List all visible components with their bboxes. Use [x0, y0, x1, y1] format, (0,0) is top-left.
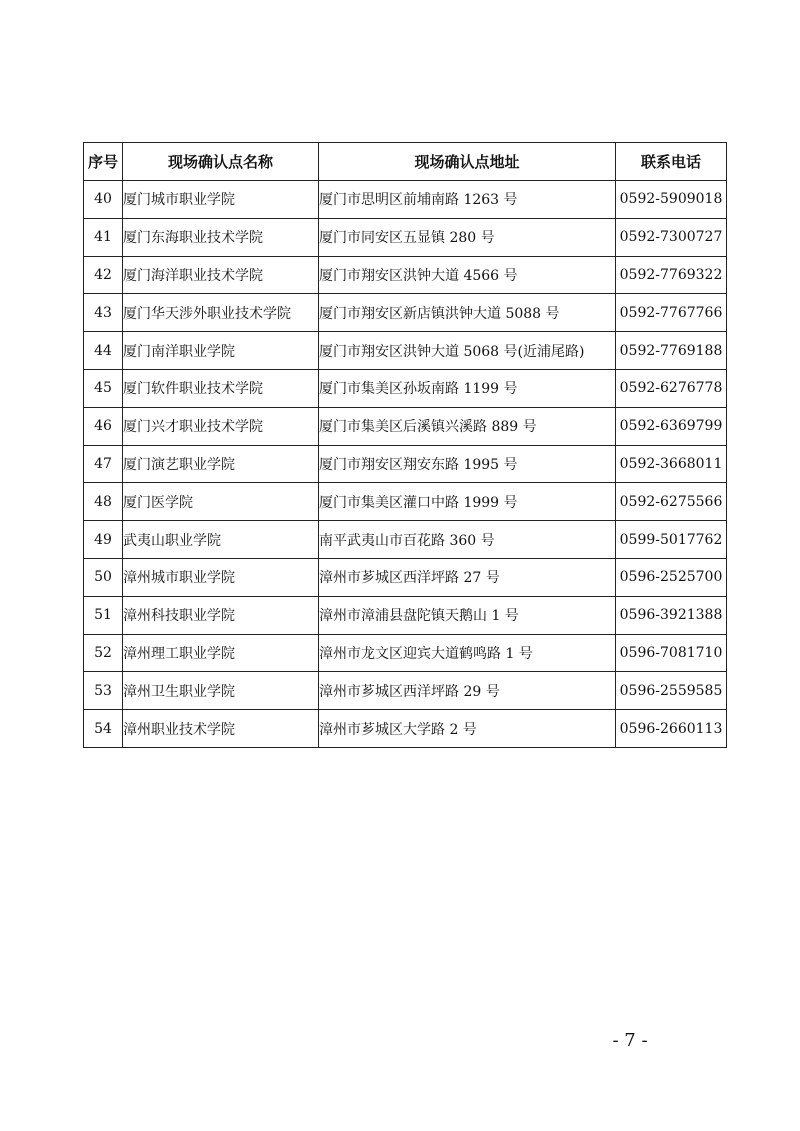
row-name: 厦门海洋职业技术学院	[123, 256, 319, 294]
table-row	[84, 181, 727, 219]
row-address: 漳州市芗城区西洋坪路 29 号	[319, 672, 616, 710]
row-address: 厦门市集美区灌口中路 1999 号	[319, 483, 616, 521]
row-address: 厦门市翔安区新店镇洪钟大道 5088 号	[319, 294, 616, 332]
row-name: 厦门医学院	[123, 483, 319, 521]
header-name: 现场确认点名称	[123, 143, 319, 181]
header-address: 现场确认点地址	[319, 143, 616, 181]
table-row	[84, 558, 727, 596]
table-row	[84, 634, 727, 672]
row-name: 厦门兴才职业技术学院	[123, 407, 319, 445]
row-index: 47	[84, 445, 123, 483]
row-phone: 0592-7767766	[616, 294, 727, 332]
row-address: 南平武夷山市百花路 360 号	[319, 521, 616, 559]
row-address: 厦门市思明区前埔南路 1263 号	[319, 181, 616, 219]
row-address: 厦门市集美区孙坂南路 1199 号	[319, 369, 616, 407]
row-index: 44	[84, 332, 123, 370]
table-header-row	[84, 143, 727, 181]
row-phone: 0596-2660113	[616, 710, 727, 748]
row-phone: 0592-6369799	[616, 407, 727, 445]
row-address: 漳州市芗城区大学路 2 号	[319, 710, 616, 748]
row-phone: 0592-7769188	[616, 332, 727, 370]
row-phone: 0592-3668011	[616, 445, 727, 483]
row-phone: 0596-3921388	[616, 596, 727, 634]
row-name: 漳州城市职业学院	[123, 558, 319, 596]
row-phone: 0592-6275566	[616, 483, 727, 521]
row-name: 漳州职业技术学院	[123, 710, 319, 748]
row-name: 漳州理工职业学院	[123, 634, 319, 672]
row-index: 46	[84, 407, 123, 445]
row-name: 厦门南洋职业学院	[123, 332, 319, 370]
row-phone: 0596-7081710	[616, 634, 727, 672]
row-phone: 0596-2559585	[616, 672, 727, 710]
row-index: 49	[84, 521, 123, 559]
row-index: 54	[84, 710, 123, 748]
table-row	[84, 294, 727, 332]
confirmation-sites-table	[83, 142, 727, 748]
table-row	[84, 710, 727, 748]
row-index: 51	[84, 596, 123, 634]
row-name: 武夷山职业学院	[123, 521, 319, 559]
row-address: 厦门市翔安区翔安东路 1995 号	[319, 445, 616, 483]
row-phone: 0592-6276778	[616, 369, 727, 407]
row-address: 厦门市翔安区洪钟大道 4566 号	[319, 256, 616, 294]
row-address: 厦门市同安区五显镇 280 号	[319, 218, 616, 256]
row-phone: 0592-7769322	[616, 256, 727, 294]
row-index: 42	[84, 256, 123, 294]
table-row	[84, 672, 727, 710]
row-phone: 0599-5017762	[616, 521, 727, 559]
row-index: 43	[84, 294, 123, 332]
row-name: 漳州卫生职业学院	[123, 672, 319, 710]
table-row	[84, 483, 727, 521]
row-name: 厦门华天涉外职业技术学院	[123, 294, 319, 332]
row-name: 厦门城市职业学院	[123, 181, 319, 219]
page-number: - 7 -	[612, 1030, 648, 1051]
table-body	[84, 181, 727, 748]
row-address: 漳州市漳浦县盘陀镇天鹅山 1 号	[319, 596, 616, 634]
row-index: 52	[84, 634, 123, 672]
row-name: 厦门软件职业技术学院	[123, 369, 319, 407]
row-index: 45	[84, 369, 123, 407]
table-row	[84, 369, 727, 407]
table-row	[84, 445, 727, 483]
row-name: 厦门演艺职业学院	[123, 445, 319, 483]
table-row	[84, 218, 727, 256]
table-row	[84, 256, 727, 294]
row-index: 50	[84, 558, 123, 596]
table-row	[84, 332, 727, 370]
table-row	[84, 521, 727, 559]
row-index: 53	[84, 672, 123, 710]
row-phone: 0592-5909018	[616, 181, 727, 219]
row-address: 漳州市芗城区西洋坪路 27 号	[319, 558, 616, 596]
row-phone: 0592-7300727	[616, 218, 727, 256]
row-address: 漳州市龙文区迎宾大道鹤鸣路 1 号	[319, 634, 616, 672]
header-index: 序号	[84, 143, 123, 181]
table-row	[84, 596, 727, 634]
table-row	[84, 407, 727, 445]
header-phone: 联系电话	[616, 143, 727, 181]
row-index: 41	[84, 218, 123, 256]
row-name: 漳州科技职业学院	[123, 596, 319, 634]
row-index: 48	[84, 483, 123, 521]
row-phone: 0596-2525700	[616, 558, 727, 596]
row-address: 厦门市集美区后溪镇兴溪路 889 号	[319, 407, 616, 445]
row-index: 40	[84, 181, 123, 219]
row-name: 厦门东海职业技术学院	[123, 218, 319, 256]
row-address: 厦门市翔安区洪钟大道 5068 号(近浦尾路)	[319, 332, 616, 370]
